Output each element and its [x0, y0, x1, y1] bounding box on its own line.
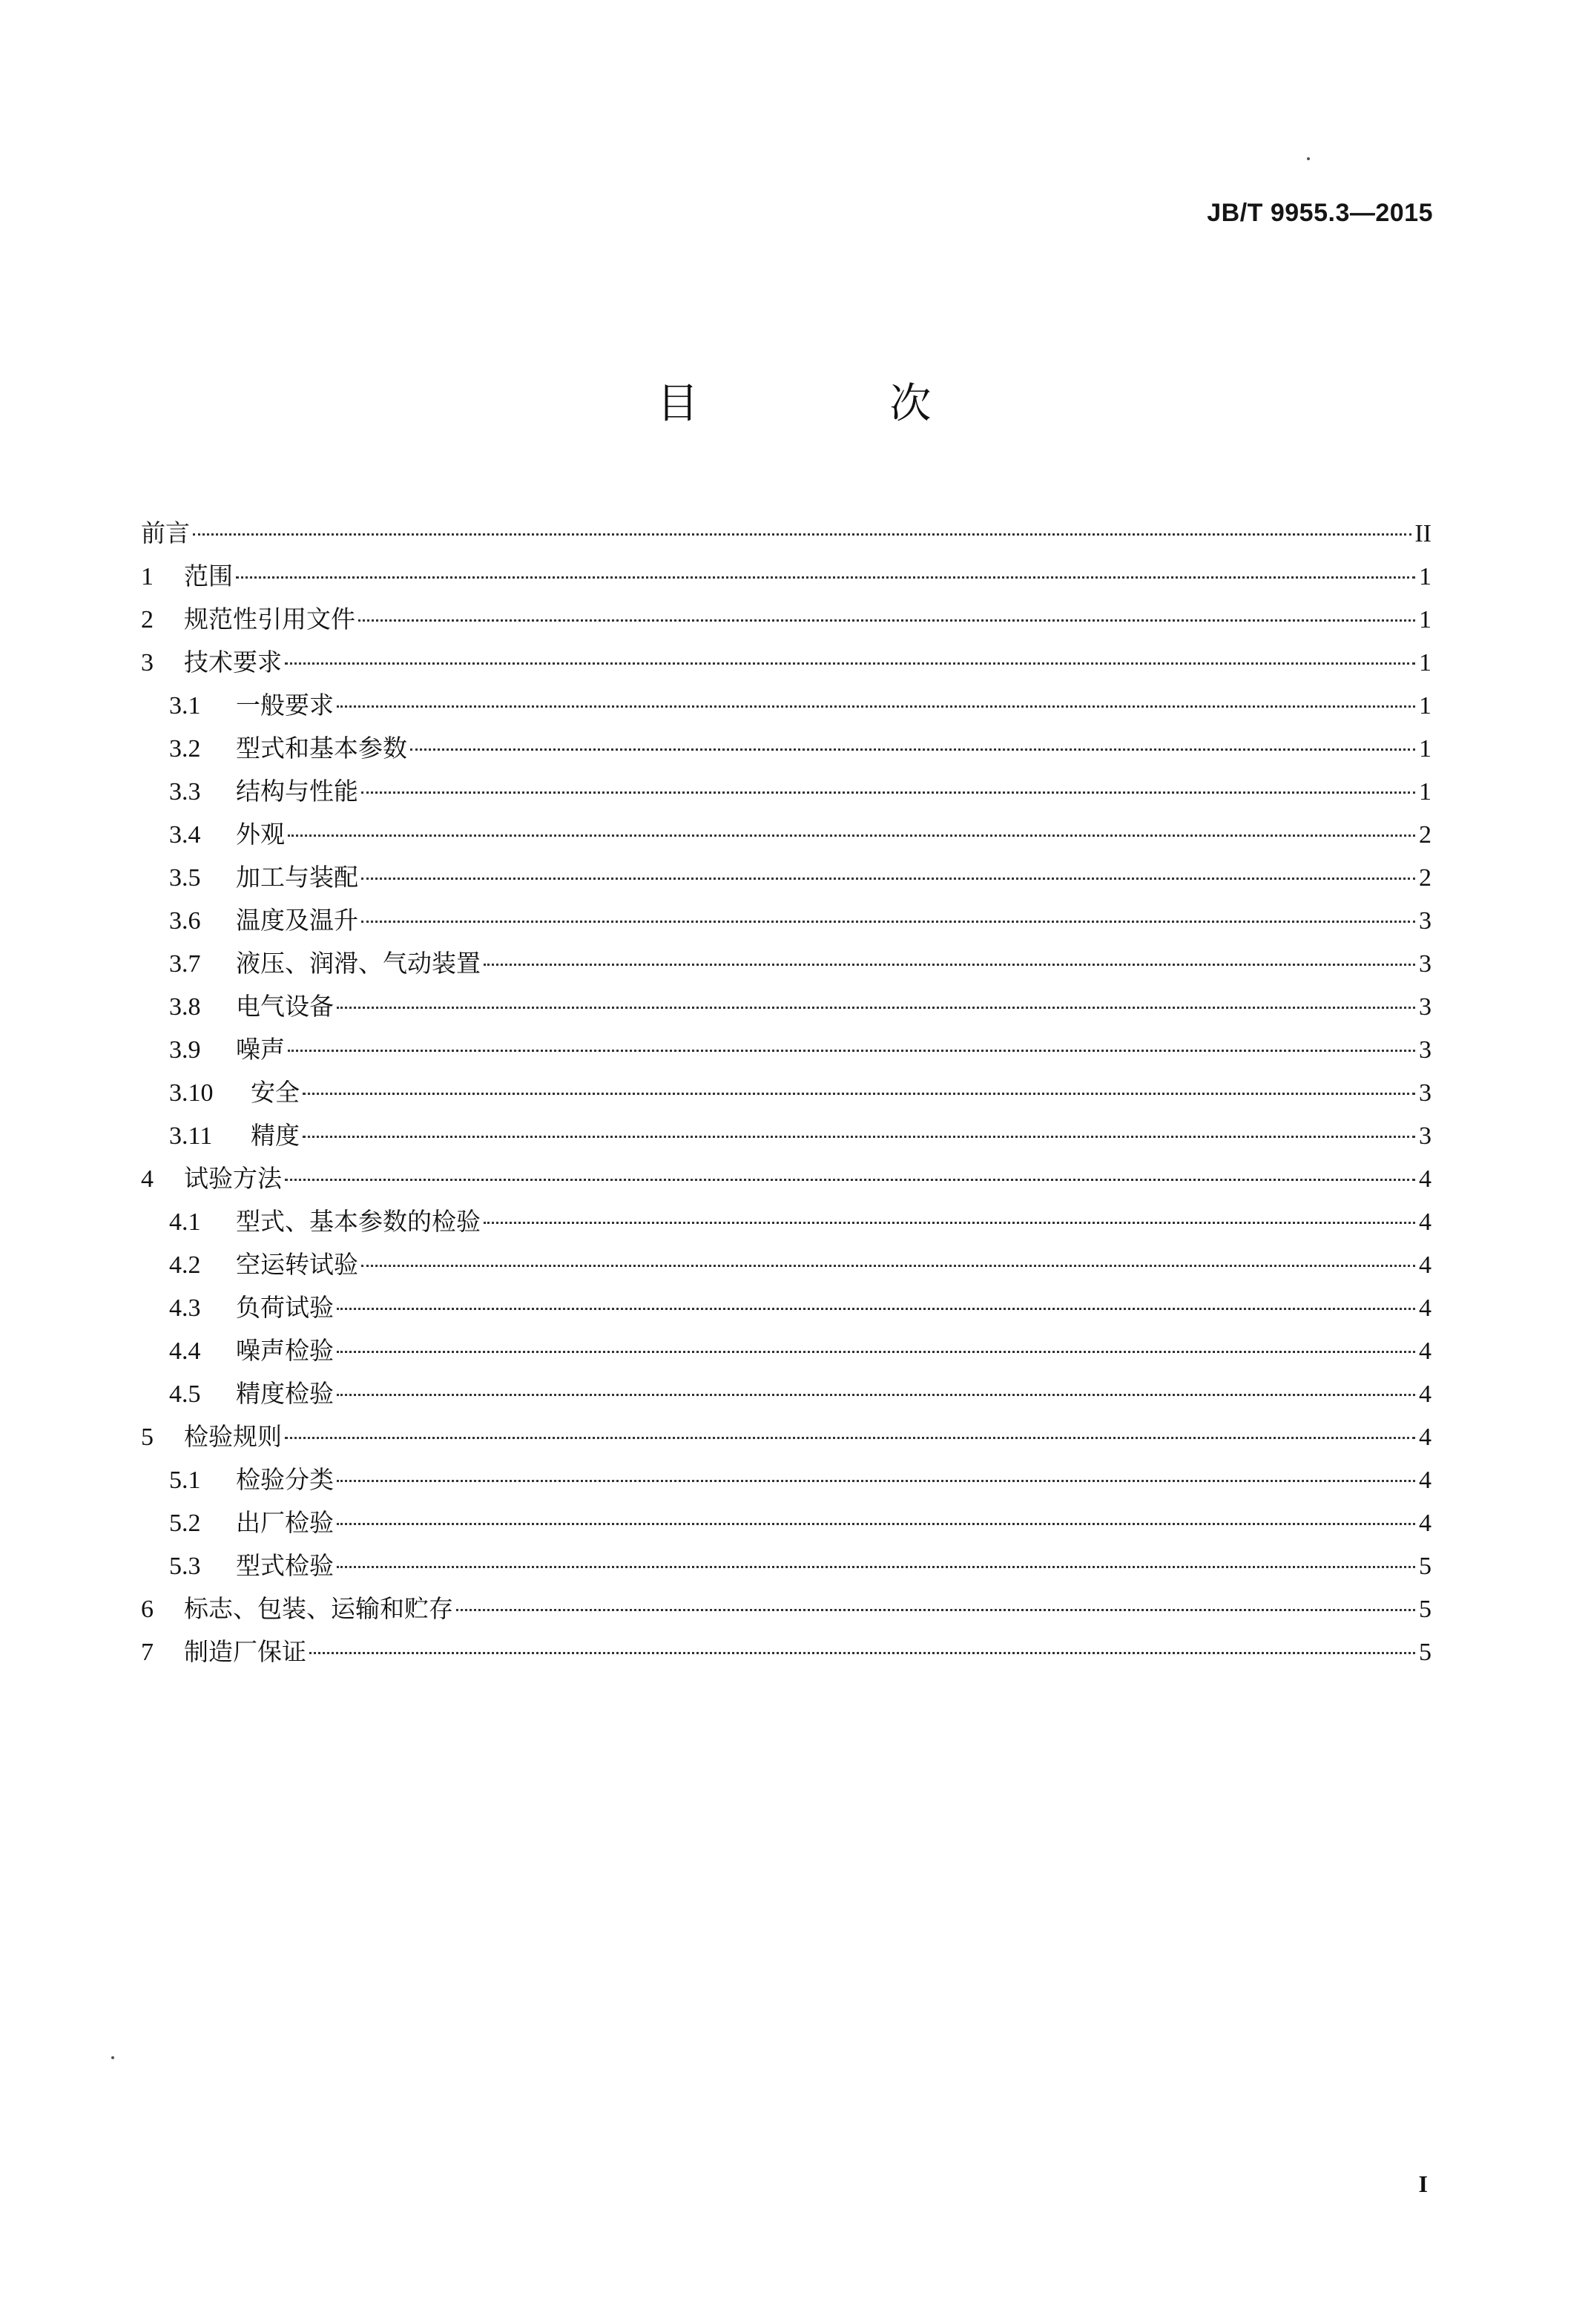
dot-leader [337, 1394, 1415, 1396]
scan-speck [111, 2056, 114, 2059]
toc-entry[interactable] [141, 641, 1431, 684]
dot-leader [358, 619, 1415, 622]
toc-entry-label: 空运转试验 [236, 1250, 358, 1279]
toc-entry-number: 5.3 [169, 1553, 201, 1580]
toc-entry-label: 型式检验 [236, 1551, 334, 1580]
toc-entry[interactable] [141, 1114, 1431, 1157]
toc-entry-number: 4.2 [169, 1251, 201, 1279]
dot-leader [484, 964, 1415, 966]
toc-entry-label: 型式、基本参数的检验 [236, 1207, 481, 1236]
toc-entry-number: 5.1 [169, 1467, 201, 1494]
toc-entry[interactable] [141, 856, 1431, 899]
toc-entry[interactable] [141, 899, 1431, 942]
toc-entry[interactable] [141, 1286, 1431, 1329]
toc-entry[interactable] [141, 1329, 1431, 1372]
dot-leader [337, 1308, 1415, 1310]
dot-leader [484, 1222, 1415, 1224]
toc-entry-label: 噪声 [236, 1035, 285, 1064]
toc-entry[interactable] [141, 813, 1431, 856]
toc-entry-page: 1 [1419, 692, 1431, 720]
toc-entry-page: 2 [1419, 821, 1431, 849]
dot-leader [337, 1007, 1415, 1009]
dot-leader [285, 1179, 1415, 1181]
page-number: I [1418, 2170, 1428, 2197]
table-of-contents [141, 512, 1431, 1673]
toc-entry-label: 标志、包装、运输和贮存 [184, 1594, 453, 1623]
toc-entry-page: 4 [1419, 1294, 1431, 1322]
toc-entry[interactable] [141, 684, 1431, 727]
dot-leader [337, 1351, 1415, 1353]
toc-entry[interactable] [141, 985, 1431, 1028]
toc-entry-page: 1 [1419, 778, 1431, 806]
toc-entry[interactable] [141, 1200, 1431, 1243]
scan-speck [1307, 157, 1310, 160]
toc-entry-number: 3 [141, 649, 154, 677]
toc-entry[interactable] [141, 1071, 1431, 1114]
dot-leader [193, 533, 1411, 536]
toc-entry-number: 3.6 [169, 907, 201, 935]
toc-entry-page: 3 [1419, 993, 1431, 1021]
dot-leader [337, 1480, 1415, 1482]
toc-entry-number: 4.1 [169, 1208, 201, 1236]
toc-entry-label: 检验规则 [184, 1422, 282, 1451]
dot-leader [288, 1050, 1415, 1052]
toc-entry[interactable] [141, 1028, 1431, 1071]
toc-entry-label: 结构与性能 [236, 777, 358, 806]
toc-entry-page: 1 [1419, 606, 1431, 633]
toc-entry-number: 3.4 [169, 821, 201, 849]
toc-entry[interactable] [141, 727, 1431, 770]
dot-leader [303, 1136, 1415, 1138]
toc-entry-number: 3.10 [169, 1079, 214, 1107]
toc-entry-label: 液压、润滑、气动装置 [236, 949, 481, 978]
toc-entry[interactable] [141, 1157, 1431, 1200]
toc-entry-page: 3 [1419, 1036, 1431, 1064]
toc-entry-page: 4 [1419, 1380, 1431, 1408]
toc-entry-label: 外观 [236, 820, 285, 849]
dot-leader [361, 878, 1415, 880]
toc-entry[interactable] [141, 1243, 1431, 1286]
toc-entry-page: 1 [1419, 649, 1431, 677]
toc-entry-label: 制造厂保证 [184, 1637, 306, 1666]
toc-entry[interactable] [141, 555, 1431, 598]
dot-leader [309, 1652, 1415, 1654]
dot-leader [361, 921, 1415, 923]
document-code: JB/T 9955.3—2015 [1207, 199, 1433, 227]
toc-entry-label: 试验方法 [184, 1164, 282, 1193]
dot-leader [285, 1437, 1415, 1439]
toc-entry[interactable] [141, 1587, 1431, 1630]
toc-entry-page: 3 [1419, 907, 1431, 935]
toc-entry-page: 4 [1419, 1251, 1431, 1279]
toc-entry-page: 3 [1419, 1079, 1431, 1107]
toc-entry-page: 4 [1419, 1337, 1431, 1365]
toc-entry-page: 3 [1419, 950, 1431, 978]
toc-entry-page: 3 [1419, 1122, 1431, 1150]
toc-entry[interactable] [141, 942, 1431, 985]
toc-entry-number: 4 [141, 1165, 154, 1193]
toc-entry-label: 负荷试验 [236, 1293, 334, 1322]
toc-entry-label: 型式和基本参数 [236, 734, 407, 763]
toc-entry-number: 4.5 [169, 1380, 201, 1408]
toc-entry-label: 规范性引用文件 [184, 605, 355, 633]
toc-entry-number: 5 [141, 1423, 154, 1451]
toc-entry-label: 精度检验 [236, 1379, 334, 1408]
dot-leader [410, 748, 1415, 751]
toc-entry-label: 电气设备 [236, 992, 334, 1021]
toc-entry-number: 6 [141, 1596, 154, 1623]
toc-entry-number: 1 [141, 563, 154, 590]
dot-leader [288, 835, 1415, 837]
dot-leader [361, 791, 1415, 794]
toc-entry-number: 3.5 [169, 864, 201, 892]
toc-entry-page: 4 [1419, 1165, 1431, 1193]
toc-entry-label: 前言 [141, 519, 190, 547]
toc-entry-page: 2 [1419, 864, 1431, 892]
toc-entry[interactable] [141, 512, 1431, 555]
toc-entry-number: 3.2 [169, 735, 201, 763]
toc-entry-page: 1 [1419, 563, 1431, 590]
toc-entry-page: 5 [1419, 1553, 1431, 1580]
toc-entry-number: 3.3 [169, 778, 201, 806]
toc-entry-number: 3.1 [169, 692, 201, 720]
toc-entry-number: 2 [141, 606, 154, 633]
toc-entry-label: 范围 [184, 562, 233, 590]
toc-entry[interactable] [141, 1372, 1431, 1415]
dot-leader [303, 1093, 1415, 1095]
toc-entry-number: 3.9 [169, 1036, 201, 1064]
toc-entry-number: 7 [141, 1639, 154, 1666]
toc-entry-page: 4 [1419, 1423, 1431, 1451]
dot-leader [337, 1566, 1415, 1568]
toc-entry-page: 4 [1419, 1510, 1431, 1537]
toc-entry[interactable] [141, 1544, 1431, 1587]
dot-leader [361, 1265, 1415, 1267]
toc-entry-label: 一般要求 [236, 691, 334, 720]
toc-entry[interactable] [141, 1501, 1431, 1544]
toc-entry-label: 加工与装配 [236, 863, 358, 892]
toc-entry-label: 检验分类 [236, 1465, 334, 1494]
toc-entry-number: 3.11 [169, 1122, 213, 1150]
toc-entry-label: 温度及温升 [236, 906, 358, 935]
toc-entry[interactable] [141, 1415, 1431, 1458]
toc-entry-number: 3.8 [169, 993, 201, 1021]
dot-leader [337, 705, 1415, 708]
toc-title: 目 次 [656, 380, 1021, 428]
toc-entry-page: 4 [1419, 1208, 1431, 1236]
toc-entry-label: 出厂检验 [236, 1508, 334, 1537]
toc-entry-number: 4.4 [169, 1337, 201, 1365]
toc-entry[interactable] [141, 770, 1431, 813]
toc-entry-label: 噪声检验 [236, 1336, 334, 1365]
toc-entry-page: 5 [1419, 1639, 1431, 1666]
toc-entry-number: 4.3 [169, 1294, 201, 1322]
toc-entry-page: II [1414, 520, 1431, 547]
toc-entry-label: 精度 [251, 1121, 300, 1150]
toc-entry-label: 安全 [251, 1078, 300, 1107]
dot-leader [456, 1609, 1415, 1611]
toc-entry-page: 5 [1419, 1596, 1431, 1623]
dot-leader [236, 576, 1415, 579]
toc-entry-label: 技术要求 [184, 648, 282, 677]
toc-entry[interactable] [141, 1458, 1431, 1501]
dot-leader [337, 1523, 1415, 1525]
dot-leader [285, 662, 1415, 665]
toc-entry-page: 4 [1419, 1467, 1431, 1494]
toc-entry-number: 5.2 [169, 1510, 201, 1537]
toc-entry-page: 1 [1419, 735, 1431, 763]
toc-entry[interactable] [141, 598, 1431, 641]
toc-entry-number: 3.7 [169, 950, 201, 978]
toc-entry[interactable] [141, 1630, 1431, 1673]
